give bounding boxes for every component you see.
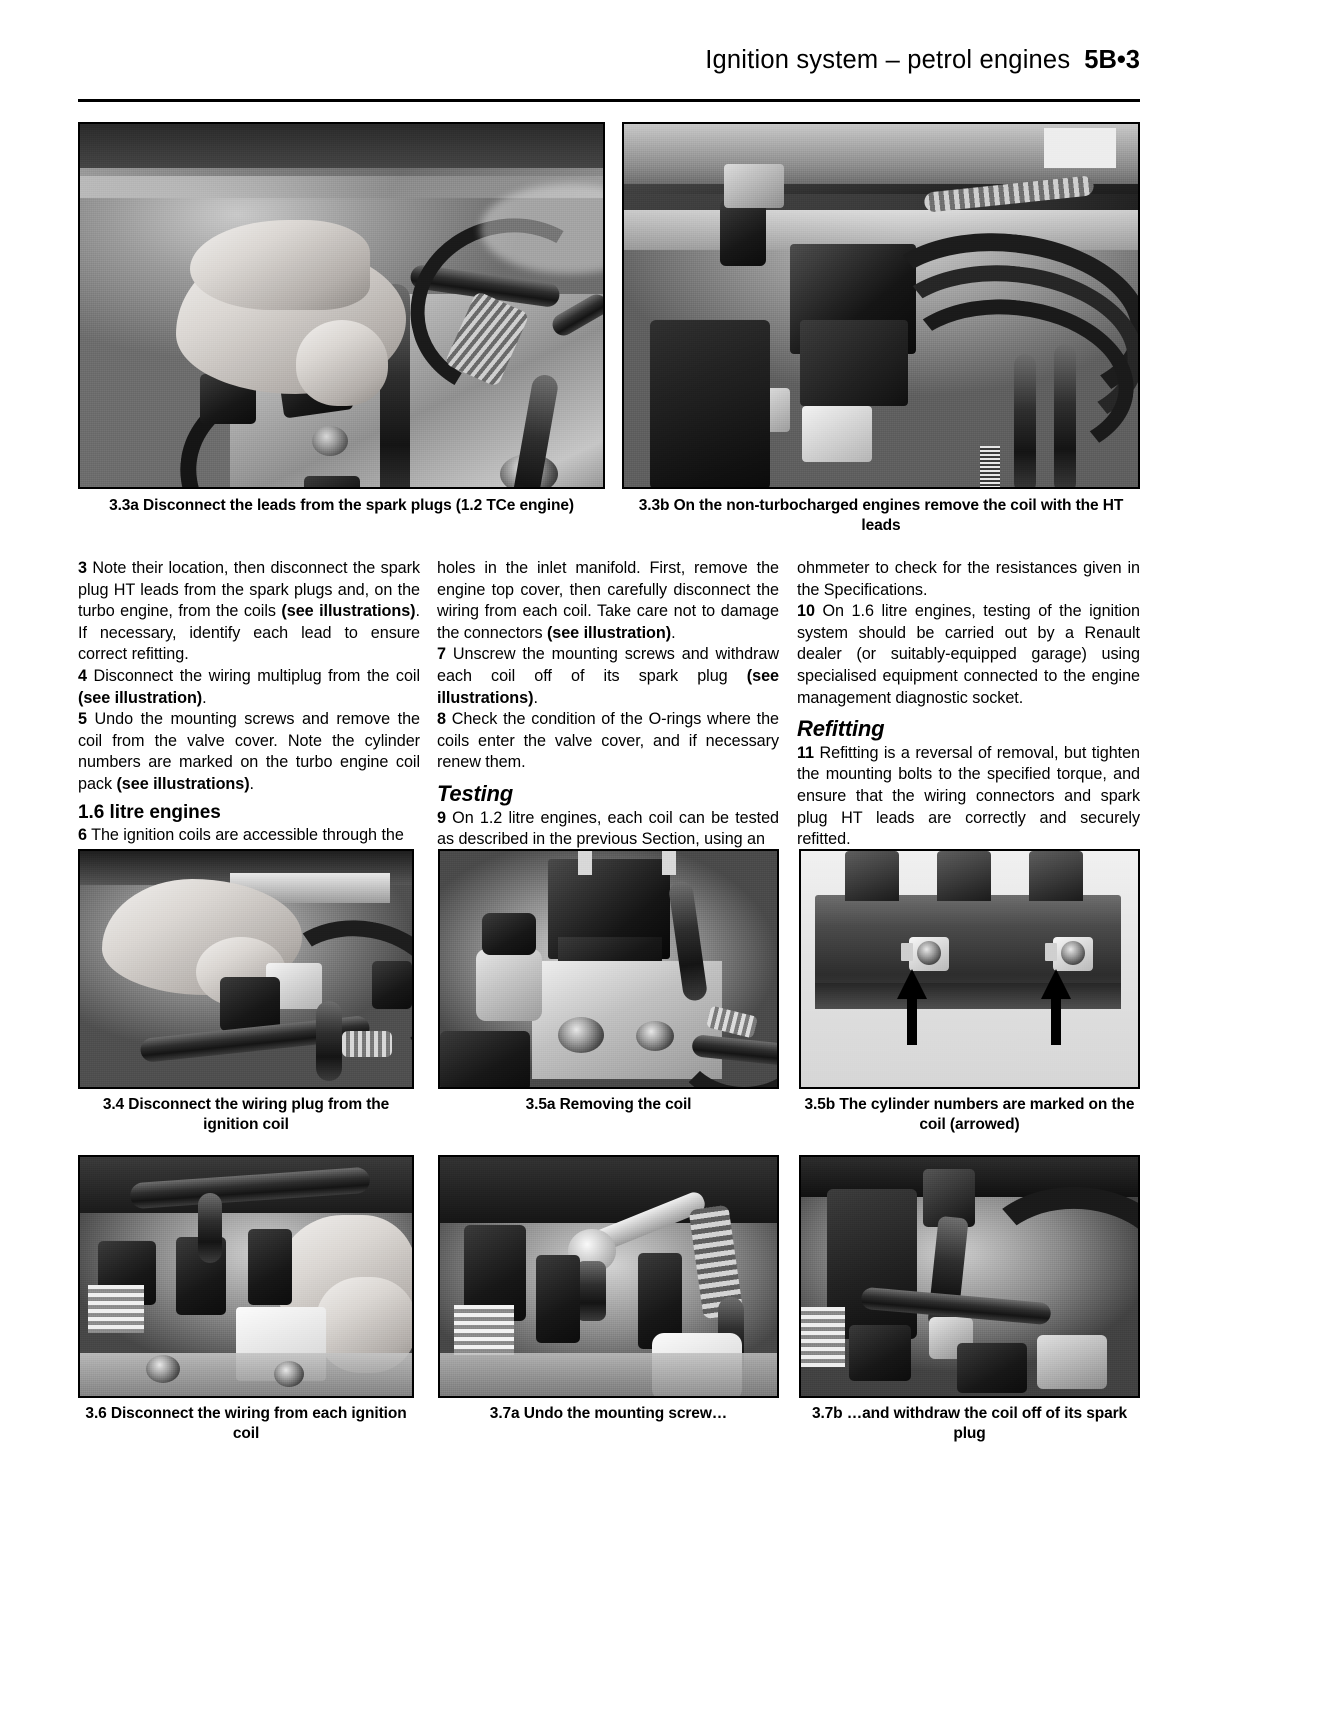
body-paragraph: 3 Note their location, then disconnect the spark plug HT leads from the spark plugs and, on the turbo engine, from the coils (see illustrations). If necessary, identify each lead to ensure correct refitting. (78, 559, 420, 664)
header-divider-rule (78, 99, 1140, 102)
figure-3-3b-caption: 3.3b On the non-turbocharged engines remove the coil with the HT leads (638, 497, 1124, 535)
annotation-arrow-left (897, 969, 927, 999)
body-paragraph: 10 On 1.6 litre engines, testing of the ignition system should be carried out by a Renault dealer (or suitably-equipped garage) using specialised equipment connected to the engine management diagnostic socket. (797, 602, 1140, 707)
page-title: Ignition system – petrol engines (705, 46, 1071, 74)
page-header (78, 48, 1140, 74)
body-paragraph: 8 Check the condition of the O-rings where the coils enter the valve cover, and if necessary renew them. (437, 710, 779, 772)
paragraph-number: 9 (437, 808, 446, 827)
paragraph-number: 6 (78, 826, 87, 845)
body-paragraph: 5 Undo the mounting screws and remove the coil from the valve cover. Note the cylinder numbers are marked on the turbo engine coil pack (see illustrations). (78, 710, 420, 793)
paragraph-number: 11 (797, 743, 815, 762)
sub-heading: 1.6 litre engines (78, 801, 221, 823)
figure-3-6-image (78, 1155, 414, 1398)
body-paragraph: 4 Disconnect the wiring multiplug from the coil (see illustration). (78, 666, 420, 707)
figure-3-3a-image (78, 122, 605, 489)
body-column-middle (437, 558, 779, 851)
body-column-left (78, 558, 420, 847)
figure-3-5a-caption: 3.5a Removing the coil (525, 1096, 692, 1113)
body-paragraph: 11 Refitting is a reversal of removal, but tighten the mounting bolts to the specified torque, and ensure that the wiring connectors and spark plug HT leads are correctly and securely refitted. (797, 743, 1140, 849)
paragraph-number: 10 (797, 602, 815, 621)
figure-3-3a-caption: 3.3a Disconnect the leads from the spark plugs (1.2 TCe engine) (109, 497, 574, 514)
paragraph-number: 8 (437, 710, 446, 729)
figure-3-5b-caption: 3.5b The cylinder numbers are marked on the coil (arrowed) (804, 1096, 1135, 1134)
figure-3-5a-image (438, 849, 779, 1089)
figure-3-7b-caption: 3.7b …and withdraw the coil off of its spark plug (811, 1405, 1128, 1443)
paragraph-number: 3 (78, 559, 87, 577)
figure-3-3b-image (622, 122, 1140, 489)
body-paragraph: 7 Unscrew the mounting screws and withdraw each coil off of its spark plug (see illustrations). (437, 645, 779, 707)
body-paragraph: holes in the inlet manifold. First, remove the engine top cover, then carefully disconnect the wiring from each coil. Take care not to damage the connectors (see illustration). (437, 559, 779, 642)
figure-3-4-caption: 3.4 Disconnect the wiring plug from the ignition coil (102, 1096, 390, 1134)
page-number-ref: 5B•3 (1084, 46, 1140, 74)
annotation-arrow-right (1041, 969, 1071, 999)
figure-3-7a-image (438, 1155, 779, 1398)
annotation-arrow-shaft-right (1051, 993, 1061, 1045)
figure-3-4-image (78, 849, 414, 1089)
figure-3-6-caption: 3.6 Disconnect the wiring from each ignition coil (85, 1405, 407, 1443)
paragraph-number: 7 (437, 645, 446, 664)
body-paragraph: 9 On 1.2 litre engines, each coil can be tested as described in the previous Section, using an (437, 808, 779, 849)
section-heading: Testing (437, 780, 514, 806)
annotation-arrow-shaft-left (907, 993, 917, 1045)
body-paragraph: 6 The ignition coils are accessible through the (78, 826, 404, 845)
paragraph-number: 5 (78, 710, 87, 729)
body-paragraph: ohmmeter to check for the resistances given in the Specifications. (797, 559, 1140, 599)
figure-3-7a-caption: 3.7a Undo the mounting screw… (489, 1405, 728, 1422)
figure-3-5b-image (799, 849, 1140, 1089)
figure-3-7b-image (799, 1155, 1140, 1398)
paragraph-number: 4 (78, 666, 87, 685)
section-heading: Refitting (797, 716, 885, 742)
body-column-right (797, 558, 1140, 851)
